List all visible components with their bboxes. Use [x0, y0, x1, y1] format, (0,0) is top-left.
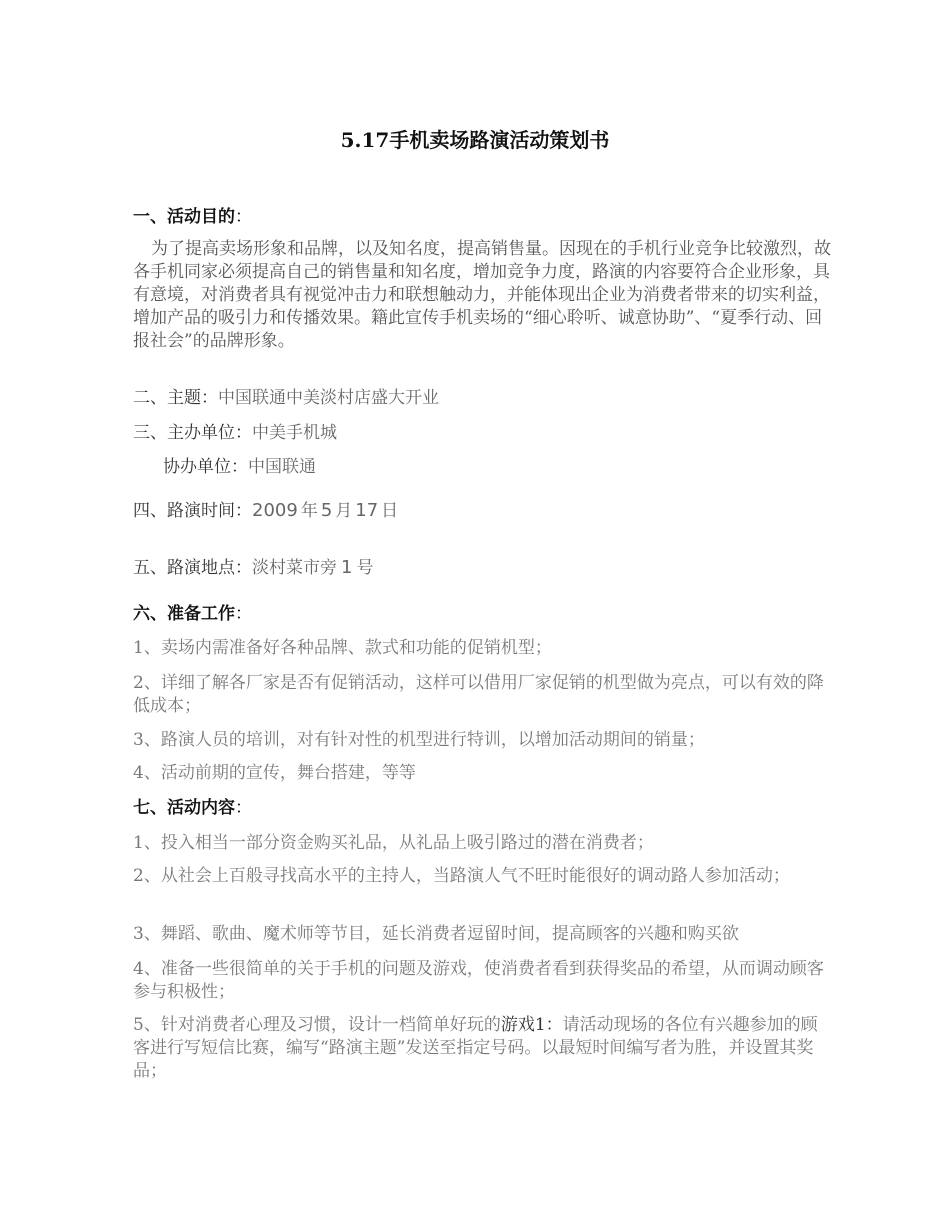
list-item: 2、详细了解各厂家是否有促销活动，这样可以借用厂家促销的机型做为亮点，可以有效的降低成本； — [133, 673, 824, 716]
organizer-label: 三、主办单位： — [133, 423, 252, 443]
time-month-unit: 月 — [335, 501, 353, 521]
theme-label: 二、主题： — [133, 388, 218, 408]
list-item: 1、投入相当一部分资金购买礼品，从礼品上吸引路过的潜在消费者； — [133, 833, 654, 853]
co-organizer-label: 协办单位： — [163, 457, 248, 477]
section-preparation — [133, 603, 833, 625]
section-heading — [133, 206, 833, 228]
list-item: 3、路演人员的培训，对有针对性的机型进行特训，以增加活动期间的销量； — [133, 730, 705, 750]
section-heading — [133, 797, 833, 819]
location-label: 五、路演地点： — [133, 558, 252, 578]
co-organizer-value: 中国联通 — [248, 457, 316, 477]
section-heading — [133, 603, 833, 625]
list-item: 3、舞蹈、歌曲、魔术师等节目，延长消费者逗留时间，提高顾客的兴趣和购买欲 — [133, 924, 739, 944]
location-value-b: 号 — [356, 558, 374, 578]
time-year: 2009 — [252, 500, 298, 521]
time-day-unit: 日 — [381, 501, 399, 521]
section-time — [133, 500, 833, 522]
heading-text: 六、准备工作 — [133, 604, 235, 624]
theme-value: 中国联通中美淡村店盛大开业 — [218, 388, 439, 408]
section-organizer — [133, 422, 833, 444]
heading-colon: ： — [235, 798, 252, 818]
item-text-b: 请活动现场的各位有兴趣参加的顾客进行写短信比赛，编写“路演主题”发送至指定号码。以最短时间编写者为胜，并设置其奖品； — [133, 1015, 818, 1081]
time-label: 四、路演时间： — [133, 501, 252, 521]
time-year-unit: 年 — [300, 501, 318, 521]
section-location — [133, 557, 833, 579]
heading-text: 一、活动目的 — [133, 207, 235, 227]
section-content — [133, 797, 833, 819]
location-value-a: 淡村菜市旁 — [252, 558, 337, 578]
list-item: 2、从社会上百般寻找高水平的主持人，当路演人气不旺时能很好的调动路人参加活动； — [133, 866, 790, 886]
list-item: 4、准备一些很简单的关于手机的问题及游戏，使消费者看到获得奖品的希望，从而调动顾客参与积极性； — [133, 959, 824, 1002]
time-month: 5 — [320, 500, 333, 521]
item-text-a: 5、针对消费者心理及习惯，设计一档简单好玩的 — [133, 1015, 501, 1035]
list-item — [133, 1014, 833, 1083]
heading-colon: ： — [235, 604, 252, 624]
purpose-paragraph: 为了提高卖场形象和品牌，以及知名度，提高销售量。因现在的手机行业竞争比较激烈，故各手机同家必须提高自己的销售量和知名度，增加竞争力度，路演的内容要符合企业形象，具有意境，对消费者具有视觉冲击力和联想触动力，并能体现出企业为消费者带来的切实利益，增加产品的吸引力和传播效果。籍此宣传手机卖场的“细心聆听、诚意协助”、“夏季行动、回报社会”的品牌形象。 — [133, 239, 831, 351]
co-organizer-line — [163, 456, 863, 478]
document-title: 5.17手机卖场路演活动策划书 — [340, 128, 610, 152]
list-item: 4、活动前期的宣传，舞台搭建，等等 — [133, 763, 416, 783]
heading-text: 七、活动内容 — [133, 798, 235, 818]
heading-colon: ： — [235, 207, 252, 227]
location-number: 1 — [341, 557, 353, 578]
list-item: 1、卖场内需准备好各种品牌、款式和功能的促销机型； — [133, 638, 552, 658]
item-emphasis: 游戏1： — [500, 1015, 563, 1035]
time-day: 17 — [355, 500, 379, 521]
section-theme — [133, 387, 833, 409]
organizer-value: 中美手机城 — [252, 423, 337, 443]
section-purpose — [133, 206, 833, 228]
